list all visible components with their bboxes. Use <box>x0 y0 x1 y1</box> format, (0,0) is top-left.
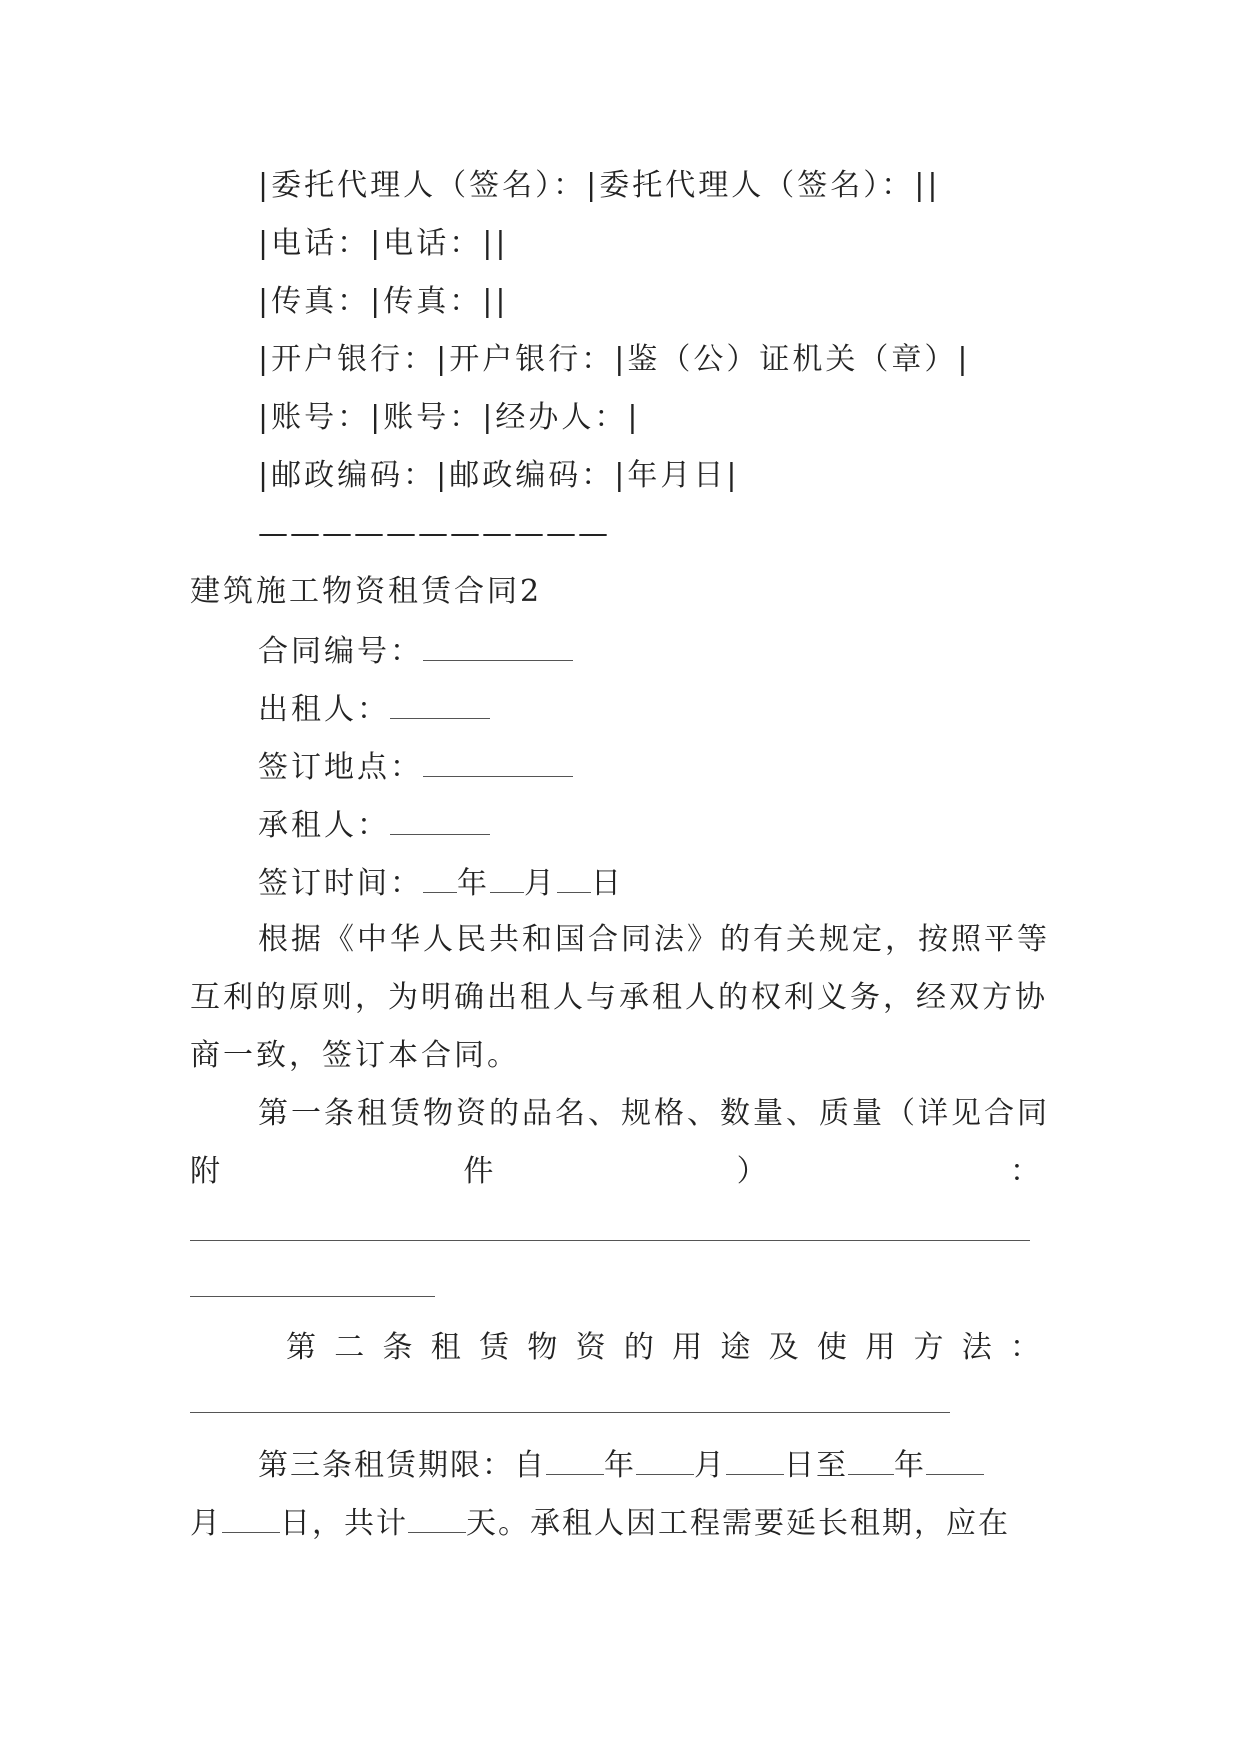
article2-char: 使 <box>816 1330 847 1365</box>
lessor-blank <box>390 688 490 719</box>
contract-no-blank <box>423 630 573 661</box>
article1-part: 附 <box>190 1154 220 1189</box>
year-blank <box>423 862 457 893</box>
sign-place-blank <box>423 746 573 777</box>
article1-part: ） <box>736 1154 767 1189</box>
field-lessee <box>258 804 490 846</box>
article3-year: 年 <box>604 1448 636 1483</box>
article2-char: ： <box>1009 1330 1040 1365</box>
article1-part: 件 <box>463 1154 494 1189</box>
article2-char: 资 <box>575 1330 606 1365</box>
start-month-blank <box>636 1444 694 1475</box>
separator-line: ——————————— <box>258 516 610 551</box>
article2-blank-line <box>190 1412 950 1413</box>
month-blank <box>490 862 524 893</box>
article2-char: 方 <box>913 1330 944 1365</box>
year-label: 年 <box>457 866 490 901</box>
article2-char: 赁 <box>479 1330 510 1365</box>
preamble-line-1: 根据《中华人民共和国合同法》的有关规定，按照平等 <box>258 922 1050 957</box>
article2-char: 法 <box>961 1330 992 1365</box>
article1-line-2 <box>190 1152 1040 1192</box>
article3-to: 日至 <box>784 1448 848 1483</box>
article3-line-2 <box>190 1502 1010 1544</box>
total-days-blank <box>408 1502 466 1533</box>
start-year-blank <box>546 1444 604 1475</box>
signature-row-bank: |开户银行：|开户银行：|鉴（公）证机关（章）| <box>258 342 971 377</box>
article2-char: 第 <box>286 1330 316 1365</box>
article3-line-1 <box>258 1444 984 1486</box>
article1-line-1: 第一条租赁物资的品名、规格、数量、质量（详见合同 <box>258 1096 1050 1131</box>
contract-title: 建筑施工物资租赁合同2 <box>190 574 543 609</box>
signature-row-agent: |委托代理人（签名）：|委托代理人（签名）：|| <box>258 168 941 203</box>
month-label: 月 <box>524 866 557 901</box>
field-sign-place-label: 签订地点： <box>258 750 423 785</box>
field-lessor-label: 出租人： <box>258 692 390 727</box>
day-blank <box>557 862 591 893</box>
signature-row-fax: |传真：|传真：|| <box>258 284 509 319</box>
article2-char: 二 <box>334 1330 365 1365</box>
signature-row-account: |账号：|账号：|经办人：| <box>258 400 641 435</box>
field-sign-time-label: 签订时间： <box>258 866 423 901</box>
article1-blank-line-2 <box>190 1296 435 1297</box>
preamble-line-3: 商一致，签订本合同。 <box>190 1038 520 1073</box>
article3-year2: 年 <box>894 1448 926 1483</box>
field-sign-place <box>258 746 573 788</box>
field-lessor <box>258 688 490 730</box>
field-contract-no-label: 合同编号： <box>258 634 423 669</box>
day-label: 日 <box>591 866 624 901</box>
preamble-line-2: 互利的原则，为明确出租人与承租人的权利义务，经双方协 <box>190 980 1048 1015</box>
article3-days: 天。承租人因工程需要延长租期，应在 <box>466 1506 1010 1541</box>
end-month-blank <box>926 1444 984 1475</box>
article3-day2: 日，共计 <box>280 1506 408 1541</box>
start-day-blank <box>726 1444 784 1475</box>
article2-char: 租 <box>430 1330 461 1365</box>
article3-prefix: 第三条租赁期限：自 <box>258 1448 546 1483</box>
article3-month: 月 <box>694 1448 726 1483</box>
article2-char: 用 <box>672 1330 703 1365</box>
end-year-blank <box>848 1444 894 1475</box>
article2-char: 途 <box>720 1330 751 1365</box>
signature-row-phone: |电话：|电话：|| <box>258 226 509 261</box>
article1-blank-line-1 <box>190 1240 1030 1241</box>
article2-char: 用 <box>865 1330 896 1365</box>
signature-row-postcode: |邮政编码：|邮政编码：|年月日| <box>258 458 740 493</box>
field-lessee-label: 承租人： <box>258 808 390 843</box>
article2-char: 物 <box>527 1330 558 1365</box>
article3-month2: 月 <box>190 1506 222 1541</box>
article2-char: 及 <box>768 1330 799 1365</box>
article2-line <box>286 1328 1040 1368</box>
field-contract-no <box>258 630 573 672</box>
article2-char: 条 <box>382 1330 413 1365</box>
article1-part: ： <box>1009 1154 1040 1189</box>
article2-char: 的 <box>623 1330 654 1365</box>
lessee-blank <box>390 804 490 835</box>
field-sign-time <box>258 862 624 904</box>
end-day-blank <box>222 1502 280 1533</box>
